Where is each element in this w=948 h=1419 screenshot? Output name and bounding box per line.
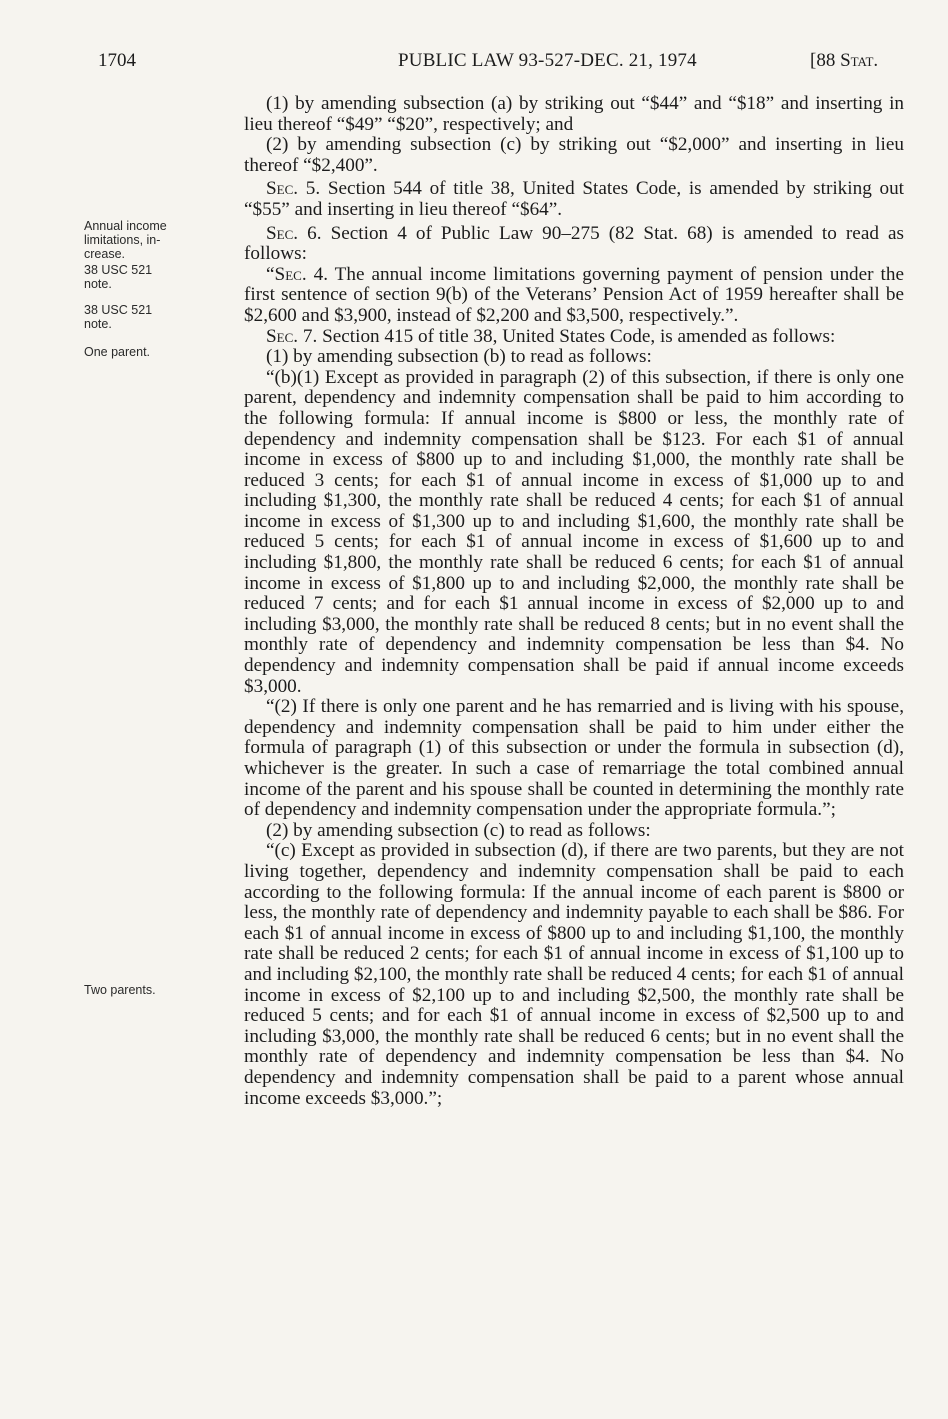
volume-reference: [810, 50, 878, 72]
subsection-b1: “(b)(1) Except as provided in paragraph (2) of this subsection, if there is only one parent, dependency and indemnity compensation shall be paid to him according to the following formula: If annual income is $800 or less, the monthly rate of dependency and indemnity compensation shall be $123. For each $1 of annual income in excess of $800 up to and including $1,000, the monthly rate shall be reduced 3 cents; for each $1 of annual income in excess of $1,000 up to and including $1,300, the monthly rate shall be reduced 4 cents; for each $1 of annual income in excess of $1,300 up to and including $1,600, the monthly rate shall be reduced 5 cents; for each $1 of annual income in excess of $1,600 up to and including $1,800, the monthly rate shall be reduced 6 cents; for each $1 of annual income in excess of $1,800 up to and including $2,000, the monthly rate shall be reduced 7 cents; and for each $1 annual income in excess of $2,000 up to and including $3,000, the monthly rate shall be reduced 8 cents; but in no event shall the monthly rate of dependency and indemnity compensation be less than $4. No dependency and indemnity compensation shall be paid if annual income exceeds $3,000.: [244, 366, 904, 697]
subsection-b2: “(2) If there is only one parent and he has remarried and is living with his spouse, dependency and indemnity compensation shall be paid to him under either the formula of paragraph (1) of this subsection or under the formula in subsection (d), whichever is the greater. In such a case of remarriage the total combined annual income of the parent and his spouse shall be counted in determining the monthly rate of dependency and indemnity compensation under the appropriate formula.”;: [244, 696, 904, 821]
volume-ref-prefix: [88: [810, 50, 841, 71]
section-4-text: The annual income limitations governing payment of pension under the first sentence of section 9(b) of the Veterans’ Pension Act of 1959 hereafter shall be $2,600 and $3,900, instead of $2,200 and $3,500, respectively.”.: [244, 263, 904, 326]
section-6: [244, 224, 904, 265]
section-6-text: Section 4 of Public Law 90–275 (82 Stat. 68) is amended to read as follows:: [244, 222, 904, 265]
margin-note-two-parents: Two parents.: [84, 983, 156, 997]
page-header: [0, 50, 948, 80]
statute-body: [244, 94, 904, 1109]
margin-note-line: crease.: [84, 247, 125, 261]
margin-note-line: limitations, in-: [84, 233, 161, 247]
paragraph-amend-b-intro: (1) by amending subsection (b) to read as follows:: [266, 346, 652, 368]
section-7-text: Section 415 of title 38, United States Code, is amended as follows:: [317, 325, 836, 347]
margin-note-usc-2: [84, 303, 234, 331]
margin-note-line: 38 USC 521: [84, 303, 153, 317]
paragraph-amend-a: (1) by amending subsection (a) by striking out “$44” and “$18” and inserting in lieu thereof “$49” “$20”, respectively; and: [244, 93, 904, 135]
paragraph-amend-c: (2) by amending subsection (c) by striking out “$2,000” and inserting in lieu thereof “$2,400”.: [244, 134, 904, 176]
section-5: [244, 179, 904, 220]
section-5-label: Sec. 5.: [266, 178, 321, 200]
quote-open: “: [266, 263, 275, 285]
margin-note-line: note.: [84, 277, 112, 291]
section-4-label: Sec. 4.: [274, 263, 329, 285]
margin-note-line: Annual income: [84, 219, 167, 233]
running-title: PUBLIC LAW 93-527-DEC. 21, 1974: [398, 50, 697, 71]
quoted-section-4: [244, 265, 904, 327]
margin-note-usc-1: [84, 263, 234, 291]
margin-note-one-parent: One parent.: [84, 345, 151, 359]
page-number: 1704: [98, 50, 136, 71]
margin-note-line: note.: [84, 317, 112, 331]
section-7: [244, 327, 904, 348]
margin-note-annual-income: [84, 219, 234, 261]
section-5-text: Section 544 of title 38, United States Code, is amended by striking out “$55” and inserting in lieu thereof “$64”.: [244, 178, 904, 220]
section-6-label: Sec. 6.: [266, 222, 322, 244]
paragraph-amend-c-intro: (2) by amending subsection (c) to read as follows:: [266, 819, 651, 841]
volume-ref-stat: Stat.: [840, 50, 879, 71]
subsection-c: “(c) Except as provided in subsection (d), if there are two parents, but they are not living together, dependency and indemnity compensation shall be paid to each according to the following formula: If the annual income of each parent is $800 or less, the monthly rate of dependency and indemnity payable to each shall be $86. For each $1 of annual income in excess of $800 up to and including $1,100, the monthly rate shall be reduced 2 cents; for each $1 of annual income in excess of $1,100 up to and including $2,100, the monthly rate shall be reduced 4 cents; for each $1 of annual income in excess of $2,100 up to and including $2,500, the monthly rate shall be reduced 5 cents; and for each $1 of annual income in excess of $2,500 up to and including $3,000, the monthly rate shall be reduced 6 cents; but in no event shall the monthly rate of dependency and indemnity compensation be less than $4. No dependency and indemnity compensation shall be paid to a parent whose annual income exceeds $3,000.”;: [244, 840, 904, 1109]
section-7-label: Sec. 7.: [266, 325, 318, 347]
margin-note-line: 38 USC 521: [84, 263, 153, 277]
